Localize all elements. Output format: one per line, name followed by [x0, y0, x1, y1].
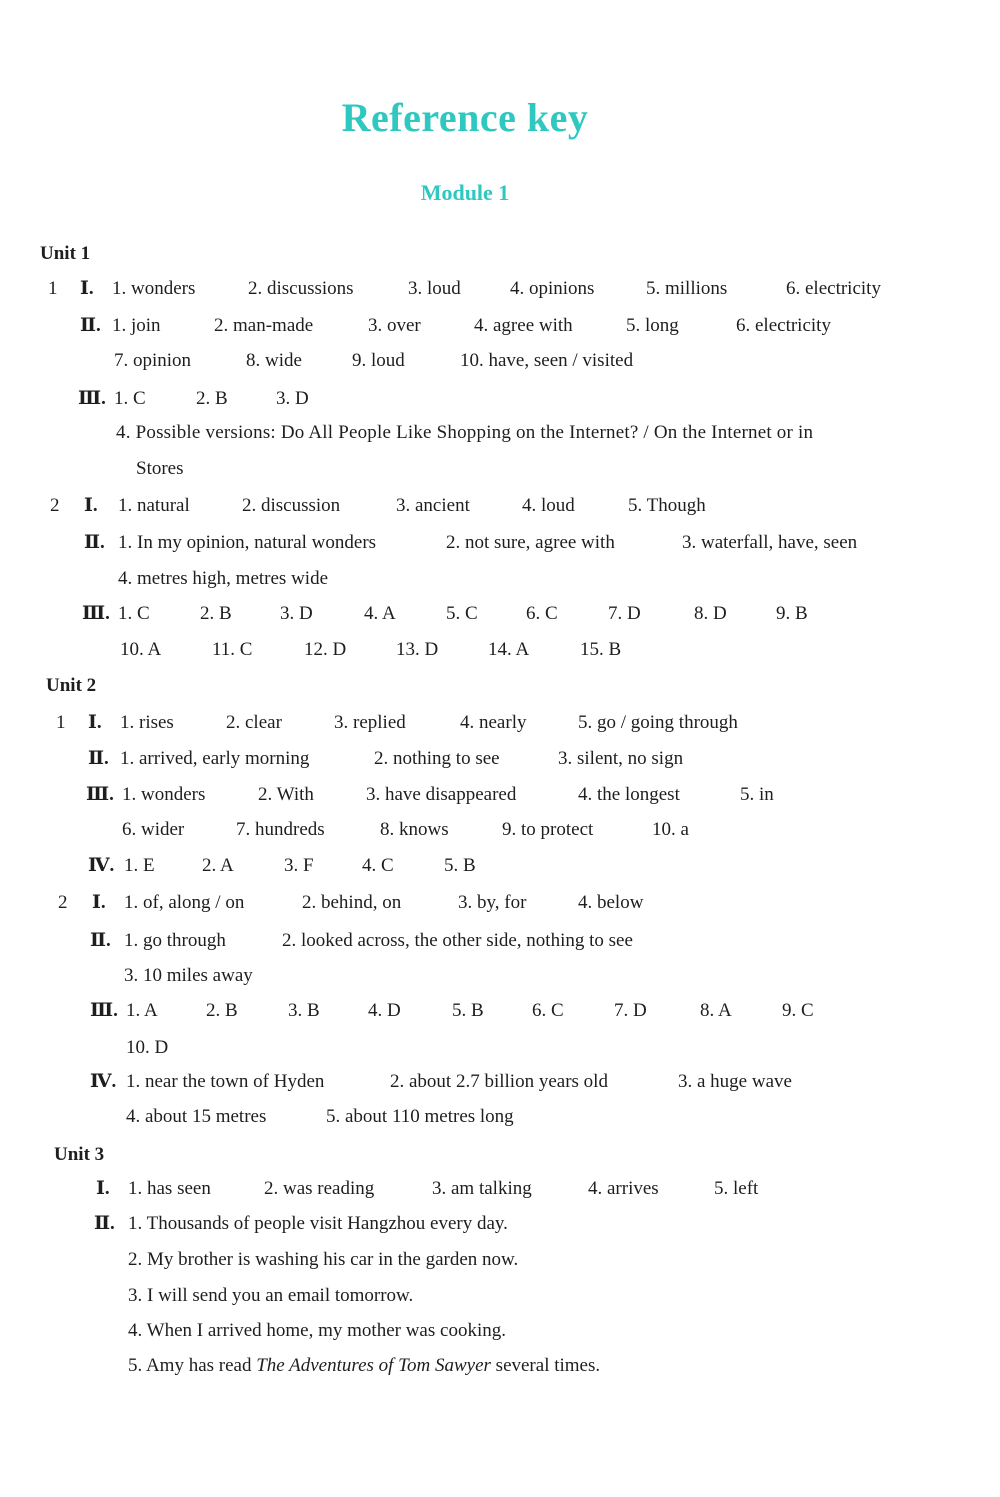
part-marker: Ⅳ. — [90, 1071, 117, 1092]
answer-item: 6. electricity — [736, 315, 831, 336]
answer-item: 5. left — [714, 1178, 759, 1199]
answer-item: 1. A — [126, 1000, 158, 1021]
answer-item: 5. go / going through — [578, 712, 738, 733]
part-marker: Ⅲ. — [82, 603, 110, 624]
answer-item: 3. 10 miles away — [124, 965, 253, 986]
answer-item-sentence — [128, 1353, 600, 1379]
part-marker: Ⅰ. — [88, 712, 102, 733]
part-marker: Ⅲ. — [90, 1000, 118, 1021]
answer-item: 9. C — [782, 1000, 814, 1021]
part-marker: Ⅲ. — [86, 784, 114, 805]
answer-item: 11. C — [212, 639, 253, 660]
answer-item: 3. replied — [334, 712, 406, 733]
answer-item: 5. long — [626, 315, 679, 336]
part-marker: Ⅳ. — [88, 855, 115, 876]
answer-item: 4. arrives — [588, 1178, 659, 1199]
answer-item: 2. looked across, the other side, nothing to see — [282, 930, 633, 951]
answer-item: 10. a — [652, 819, 689, 840]
answer-item: 7. opinion — [114, 350, 192, 371]
answer-text: 5. Amy has read — [128, 1355, 252, 1376]
answer-item: 1. C — [114, 388, 146, 409]
answer-item: 5. B — [444, 855, 476, 876]
section-number: 2 — [50, 495, 60, 516]
answer-item: Stores — [136, 458, 184, 479]
answer-item: 3. have disappeared — [366, 784, 517, 805]
answer-item: 14. A — [488, 639, 530, 660]
answer-item: 4. D — [368, 1000, 401, 1021]
answer-item: 5. C — [446, 603, 478, 624]
answer-item: 2. discussion — [242, 495, 341, 516]
part-marker: Ⅲ. — [78, 388, 106, 409]
answer-item: 2. was reading — [264, 1178, 375, 1199]
part-marker: Ⅱ. — [94, 1213, 115, 1234]
book-title: The Adventures of Tom Sawyer — [256, 1355, 491, 1376]
answer-item: 10. D — [126, 1037, 169, 1058]
answer-item: 3. am talking — [432, 1178, 532, 1199]
answer-item: 3. B — [288, 1000, 320, 1021]
part-marker: Ⅱ. — [80, 315, 101, 336]
answer-item: 6. C — [532, 1000, 564, 1021]
answer-item: 2. B — [196, 388, 228, 409]
answer-item: 1. E — [124, 855, 155, 876]
answer-item: 9. loud — [352, 350, 405, 371]
unit-heading: Unit 1 — [40, 243, 91, 264]
answer-item: 2. behind, on — [302, 892, 402, 913]
part-marker: Ⅱ. — [88, 748, 109, 769]
module-heading: Module 1 — [420, 180, 510, 205]
answer-item: 2. about 2.7 billion years old — [390, 1071, 608, 1092]
answer-item: 4. When I arrived home, my mother was cooking. — [128, 1320, 506, 1341]
answer-item: 2. man-made — [214, 315, 314, 336]
answer-item: 1. In my opinion, natural wonders — [118, 532, 377, 553]
answer-item: 4. C — [362, 855, 394, 876]
answer-item: 3. a huge wave — [678, 1071, 792, 1092]
answer-item: 3. ancient — [396, 495, 470, 516]
answer-item: 7. D — [614, 1000, 647, 1021]
answer-item: 7. hundreds — [236, 819, 325, 840]
answer-item: 5. B — [452, 1000, 484, 1021]
part-marker: Ⅱ. — [90, 930, 111, 951]
answer-item: 1. arrived, early morning — [120, 748, 310, 769]
answer-item: 10. have, seen / visited — [460, 350, 634, 371]
answer-item: 5. millions — [646, 278, 728, 299]
answer-item: 2. nothing to see — [374, 748, 500, 769]
answer-item: 3. over — [368, 315, 421, 336]
answer-item: 6. wider — [122, 819, 185, 840]
answer-item: 3. D — [280, 603, 313, 624]
answer-item: 1. join — [112, 315, 161, 336]
part-marker: Ⅰ. — [92, 892, 106, 913]
part-marker: Ⅱ. — [84, 532, 105, 553]
section-number: 1 — [48, 278, 58, 299]
answer-item: 3. D — [276, 388, 309, 409]
answer-item: 3. waterfall, have, seen — [682, 532, 858, 553]
answer-item: 1. wonders — [112, 278, 196, 299]
answer-item: 4. agree with — [474, 315, 573, 336]
answer-item: 4. nearly — [460, 712, 527, 733]
answer-item: 9. to protect — [502, 819, 594, 840]
answer-item: 2. A — [202, 855, 234, 876]
answer-item: 5. Though — [628, 495, 706, 516]
answer-item: 4. Possible versions: Do All People Like Shopping on the Internet? / On the Internet or in — [116, 422, 814, 443]
answer-item: 2. My brother is washing his car in the garden now. — [128, 1249, 519, 1270]
part-marker: Ⅰ. — [96, 1178, 110, 1199]
answer-item: 5. in — [740, 784, 774, 805]
answer-item: 1. rises — [120, 712, 174, 733]
unit-heading: Unit 2 — [46, 675, 97, 696]
answer-item: 3. I will send you an email tomorrow. — [128, 1285, 414, 1306]
answer-item: 1. C — [118, 603, 150, 624]
answer-item: 8. D — [694, 603, 727, 624]
answer-item: 2. clear — [226, 712, 282, 733]
answer-item: 1. of, along / on — [124, 892, 245, 913]
answer-item: 3. F — [284, 855, 314, 876]
answer-item: 3. loud — [408, 278, 461, 299]
answer-item: 2. not sure, agree with — [446, 532, 615, 553]
answer-item: 1. go through — [124, 930, 226, 951]
answer-item: 8. knows — [380, 819, 449, 840]
answer-item: 2. With — [258, 784, 314, 805]
answer-item: 10. A — [120, 639, 162, 660]
answer-item: 7. D — [608, 603, 641, 624]
answer-item: 15. B — [580, 639, 622, 660]
answer-text: several times. — [495, 1355, 601, 1376]
answer-item: 4. about 15 metres — [126, 1106, 267, 1127]
answer-item: 4. metres high, metres wide — [118, 568, 329, 589]
answer-item: 4. below — [578, 892, 644, 913]
answer-item: 3. silent, no sign — [558, 748, 684, 769]
answer-item: 4. loud — [522, 495, 575, 516]
answer-item: 4. the longest — [578, 784, 680, 805]
answer-item: 6. electricity — [786, 278, 881, 299]
answer-item: 4. opinions — [510, 278, 595, 299]
answer-item: 1. wonders — [122, 784, 206, 805]
answer-item: 2. B — [200, 603, 232, 624]
section-number: 1 — [56, 712, 66, 733]
answer-item: 8. A — [700, 1000, 732, 1021]
answer-item: 1. Thousands of people visit Hangzhou every day. — [128, 1213, 508, 1234]
answer-item: 3. by, for — [458, 892, 527, 913]
answer-item: 4. A — [364, 603, 396, 624]
answer-item: 2. discussions — [248, 278, 354, 299]
answer-item: 8. wide — [246, 350, 302, 371]
answer-item: 1. natural — [118, 495, 190, 516]
answer-item: 13. D — [396, 639, 439, 660]
answer-item: 1. near the town of Hyden — [126, 1071, 325, 1092]
part-marker: Ⅰ. — [80, 278, 94, 299]
part-marker: Ⅰ. — [84, 495, 98, 516]
page-title: Reference key — [341, 95, 589, 140]
answer-item: 6. C — [526, 603, 558, 624]
answer-item: 9. B — [776, 603, 808, 624]
answer-item: 2. B — [206, 1000, 238, 1021]
answer-item: 12. D — [304, 639, 347, 660]
unit-heading: Unit 3 — [54, 1144, 105, 1165]
answer-item: 1. has seen — [128, 1178, 211, 1199]
section-number: 2 — [58, 892, 68, 913]
answer-item: 5. about 110 metres long — [326, 1106, 514, 1127]
